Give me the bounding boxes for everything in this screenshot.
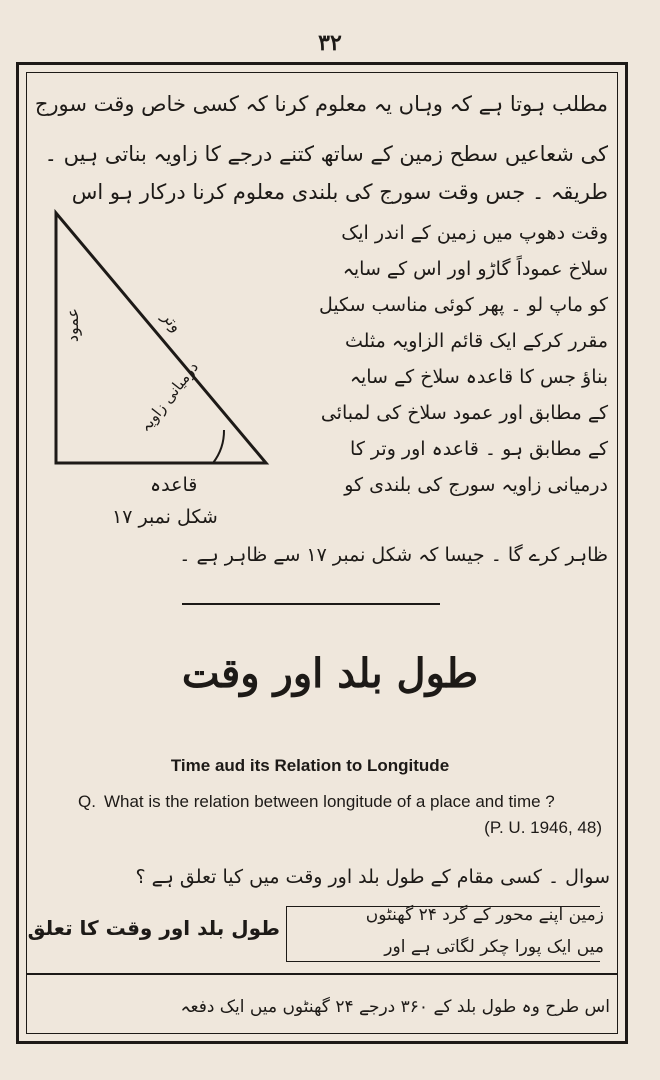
angle-label: درمیانی زاویہ bbox=[136, 358, 203, 436]
box-line-2: میں ایک پورا چکر لگاتی ہے اور bbox=[384, 937, 604, 957]
side-line-5: بناؤ جس کا قاعدہ سلاخ کے سایہ bbox=[349, 366, 608, 388]
question-text: What is the relation between longitude of a place and time ? bbox=[103, 792, 555, 811]
side-line-4: مقرر کرکے ایک قائم الزاویہ مثلث bbox=[344, 330, 608, 352]
last-line: اس طرح وہ طول بلد کے ۳۶۰ درجے ۲۴ گھنٹوں میں ایک دفعہ bbox=[180, 997, 610, 1017]
side-line-3: کو ماپ لو ۔ پھر کوئی مناسب سکیل bbox=[318, 294, 608, 316]
figure-caption: شکل نمبر ۱۷ bbox=[112, 506, 218, 528]
side-line-9: ظاہر کرے گا ۔ جیسا کہ شکل نمبر ۱۷ سے ظاہر ہے ۔ bbox=[179, 544, 608, 566]
triangle-shape bbox=[56, 213, 266, 463]
side-line-7: کے مطابق ہو ۔ قاعدہ اور وتر کا bbox=[350, 438, 608, 460]
base-label: قاعدہ bbox=[150, 474, 198, 496]
page-number: ۳۲ bbox=[318, 30, 342, 56]
question-block bbox=[30, 790, 590, 814]
intro-line-2: کی شعاعیں سطح زمین کے ساتھ کتنے درجے کا زاویہ بناتی ہیں ۔ bbox=[44, 142, 608, 166]
intro-line-1: مطلب ہوتا ہے کہ وہاں یہ معلوم کرنا کہ کسی خاص وقت سورج bbox=[34, 92, 608, 116]
question-label: Q. bbox=[78, 792, 96, 811]
side-line-8: درمیانی زاویہ سورج کی بلندی کو bbox=[344, 474, 608, 496]
perpendicular-label: عمود bbox=[63, 307, 82, 343]
english-title: Time aud its Relation to Longitude bbox=[170, 756, 450, 775]
side-line-6: کے مطابق اور عمود سلاخ کی لمبائی bbox=[320, 402, 608, 424]
box-subheading: طول بلد اور وقت کا تعلق bbox=[27, 916, 280, 940]
section-divider bbox=[182, 603, 440, 605]
hypotenuse-label: وتر bbox=[158, 307, 187, 336]
question-reference: (P. U. 1946, 48) bbox=[484, 818, 602, 837]
triangle-diagram bbox=[48, 205, 288, 475]
bottom-divider bbox=[26, 973, 618, 975]
method-line: طریقہ ۔ جس وقت سورج کی بلندی معلوم کرنا درکار ہو اس bbox=[71, 180, 608, 204]
section-heading: طول بلد اور وقت bbox=[181, 650, 479, 697]
box-line-1: زمین اپنے محور کے گرد ۲۴ گھنٹوں bbox=[365, 905, 604, 925]
angle-arc bbox=[213, 430, 224, 463]
side-line-2: سلاخ عموداً گاڑو اور اس کے سایہ bbox=[342, 258, 608, 280]
side-line-1: وقت دھوپ میں زمین کے اندر ایک bbox=[341, 222, 608, 244]
urdu-question: سوال ۔ کسی مقام کے طول بلد اور وقت میں کیا تعلق ہے ؟ bbox=[135, 866, 610, 888]
